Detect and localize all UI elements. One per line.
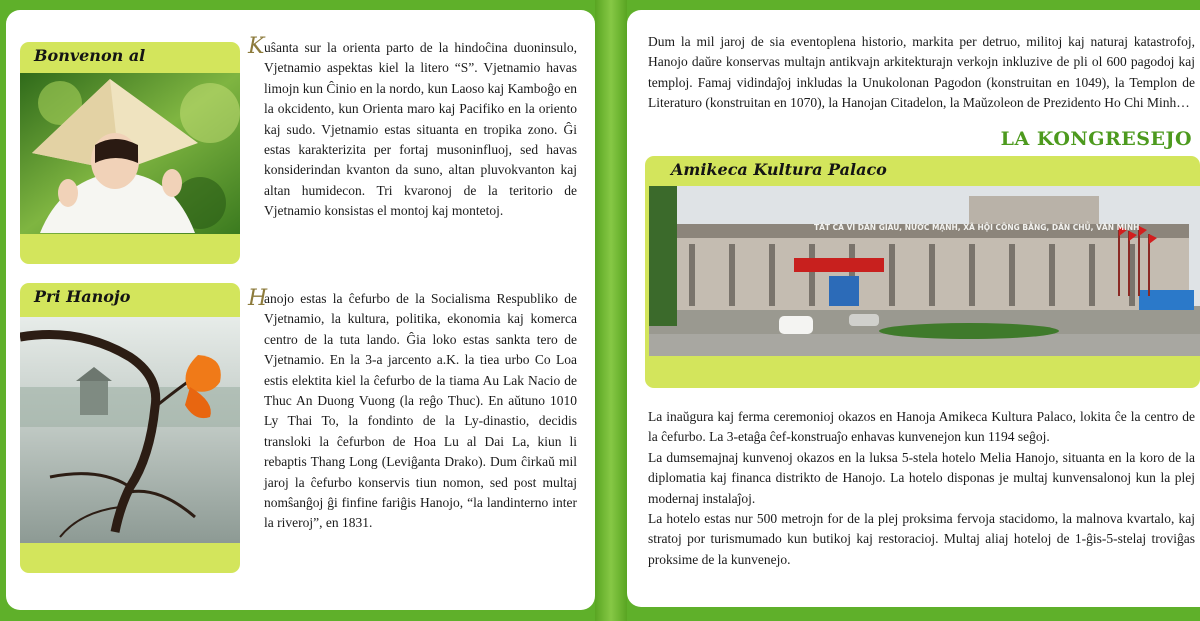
- right-page: [627, 10, 1200, 607]
- hoan-kiem-lake-photo: [20, 317, 240, 543]
- left-page: [6, 10, 595, 610]
- palace-title: Amikeca Kultura Palaco: [671, 160, 887, 179]
- congress-venue-heading: LA KONGRESEJO: [1000, 128, 1192, 150]
- dropcap-k: K: [248, 34, 265, 59]
- woman-with-conical-hat-photo: [20, 73, 240, 234]
- venue-paragraph-1: La inaŭgura kaj ferma ceremonioj okazos en Hanoja Amikeca Kultura Palaco, lokita ĉe la centro de la ĉefurbo. La 3-etaĝa ĉef-konstruaĵo enhavas kunvenejon kun 1194 seĝoj.: [648, 409, 1195, 445]
- hanoi-card: [20, 283, 240, 573]
- welcome-card: [20, 42, 240, 264]
- friendship-cultural-palace-photo: [649, 186, 1200, 356]
- book-gutter: [595, 0, 627, 621]
- palace-banner-text: TẤT CẢ VÌ DÂN GIÀU, NƯỚC MẠNH, XÃ HỘI CÔNG BẰNG, DÂN CHỦ, VĂN MINH: [814, 223, 1140, 232]
- venue-paragraph-2: La dumsemajnaj kunvenoj okazos en la luksa 5-stela hotelo Melia Hanojo, situanta en la koro de la diplomatia kaj financa distrikto de Hanojo. La hotelo disponas je multaj kunvensalonoj kun la plej modernaj instalaĵoj.: [648, 449, 1195, 506]
- dropcap-h: H: [248, 286, 268, 311]
- palace-card: [645, 156, 1200, 388]
- history-text: Dum la mil jaroj de sia eventoplena historio, markita per detruo, militoj kaj naturaj katastrofoj, Hanojo daŭre konservas multajn antikvajn arkitekturajn verkojn inkluzive de pli ol 600 pagodoj kaj temploj. Famaj vidindaĵoj inkludas la Unukolonan Pagodon (konstruitan en 1049), la Templon de Literaturo (konstruitan en 1070), la Hanojan Citadelon, la Maŭzoleon de Prezidento Ho Chi Minh…: [648, 34, 1195, 111]
- venue-text-block: [648, 407, 1195, 570]
- hanoi-text: anojo estas la ĉefurbo de la Socialisma Respubliko de Vjetnamio, la kultura, politika, ekonomia kaj komerca centro de la tuta lando. Ĝia loko estas sankta tero de Vjetnamio. En la 3-a jarcento a.K. la tiea urbo Co Loa estis elektita kiel la ĉefurbo de la tiama Au Lak Nacio de Thuc An Duong Vuong (la reĝo Thuc). En aŭtuno 1010 Ly Thai To, la fondinto de la Ly-dinastio, decidis transloki la ĉefurbon de Hoa Lu al Dai La, kiun li rebaptis Thang Long (Leviĝanta Drako). Dum ĉirkaŭ mil jaroj la ĉefurbo konservis tiun nomon, sed post multaj nomŝanĝoj ĝi finfine fariĝis Hanojo, “la landinterno inter la riveroj”, en 1831.: [264, 291, 577, 531]
- venue-paragraph-3: La hotelo estas nur 500 metrojn for de la plej proksima fervoja stacidomo, la malnova kvartalo, kaj stratoj por turismumado kun butikoj kaj restoracioj. Multaj aliaj hoteloj de 1-ĝis-5-stelaj troviĝas proksime de la kunvenejo.: [648, 511, 1195, 567]
- welcome-title: Bonvenon al: [34, 46, 146, 65]
- hanoi-title: Pri Hanojo: [34, 287, 131, 306]
- welcome-text: uŝanta sur la orienta parto de la hindoĉina duoninsulo, Vjetnamio aspektas kiel la litero “S”. Vjetnamio havas limojn kun Ĉinio en la nordo, kun Laoso kaj Kamboĝo en la okcidento, kun Orienta maro kaj Pacifiko en la oriento kaj sudo. Vjetnamio estas situanta en tropika zono. Ĝi estas karakterizita per fortaj musoninfluoj, sed havas konsiderindan kvanton da suno, altan pluvokvanton kaj altan humidecon. Tri kvaronoj de la teritorio de Vjetnamio konsistas el montoj kaj montetoj.: [264, 40, 577, 219]
